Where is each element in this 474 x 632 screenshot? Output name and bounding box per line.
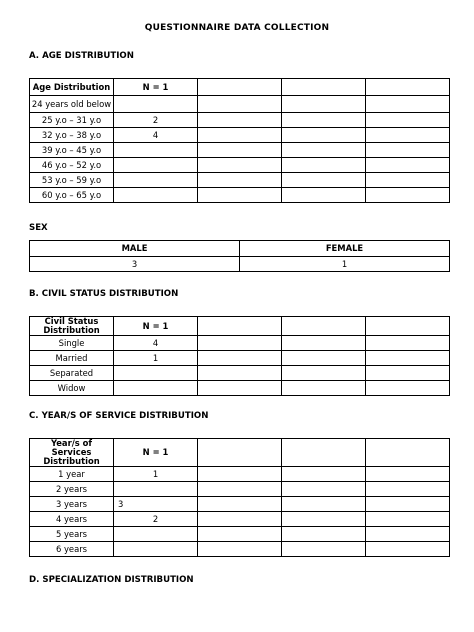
row-count: 2 <box>114 512 198 527</box>
section-heading-sex: SEX <box>29 223 48 233</box>
table-row <box>30 467 450 482</box>
row-count: 1 <box>114 351 198 366</box>
female-count: 1 <box>240 257 450 272</box>
row-count <box>114 143 198 158</box>
empty-cell <box>366 158 450 173</box>
table-header-row <box>30 79 450 96</box>
empty-cell <box>282 527 366 542</box>
empty-cell <box>366 467 450 482</box>
empty-cell <box>198 497 282 512</box>
table-header-row <box>30 439 450 467</box>
table-row <box>30 188 450 203</box>
row-label: Married <box>30 351 114 366</box>
empty-cell <box>282 512 366 527</box>
empty-cell <box>366 143 450 158</box>
row-label: 4 years <box>30 512 114 527</box>
empty-cell <box>198 439 282 467</box>
empty-cell <box>282 381 366 396</box>
empty-cell <box>198 351 282 366</box>
civil-status-table <box>29 316 450 396</box>
row-count <box>114 188 198 203</box>
row-label: 46 y.o – 52 y.o <box>30 158 114 173</box>
row-label: 24 years old below <box>30 96 114 113</box>
n-column-header: N = 1 <box>114 317 198 336</box>
empty-cell <box>366 542 450 557</box>
empty-cell <box>282 79 366 96</box>
empty-cell <box>282 96 366 113</box>
empty-cell <box>282 317 366 336</box>
row-label: 2 years <box>30 482 114 497</box>
male-count: 3 <box>30 257 240 272</box>
empty-cell <box>282 366 366 381</box>
civil-status-column-header: Civil Status Distribution <box>30 317 114 336</box>
n-column-header: N = 1 <box>114 439 198 467</box>
table-row <box>30 482 450 497</box>
empty-cell <box>198 366 282 381</box>
empty-cell <box>198 542 282 557</box>
row-count: 2 <box>114 113 198 128</box>
empty-cell <box>366 96 450 113</box>
empty-cell <box>198 381 282 396</box>
row-count: 4 <box>114 128 198 143</box>
empty-cell <box>282 497 366 512</box>
row-count <box>114 96 198 113</box>
empty-cell <box>366 128 450 143</box>
empty-cell <box>366 113 450 128</box>
empty-cell <box>198 188 282 203</box>
table-header-row <box>30 317 450 336</box>
table-row <box>30 366 450 381</box>
empty-cell <box>198 482 282 497</box>
row-label: Single <box>30 336 114 351</box>
table-row <box>30 113 450 128</box>
empty-cell <box>366 79 450 96</box>
empty-cell <box>198 113 282 128</box>
empty-cell <box>282 351 366 366</box>
empty-cell <box>198 128 282 143</box>
empty-cell <box>282 128 366 143</box>
empty-cell <box>282 113 366 128</box>
empty-cell <box>282 158 366 173</box>
empty-cell <box>198 527 282 542</box>
empty-cell <box>366 439 450 467</box>
service-column-header: Year/s of Services Distribution <box>30 439 114 467</box>
row-label: 53 y.o – 59 y.o <box>30 173 114 188</box>
table-row <box>30 257 450 272</box>
age-distribution-table <box>29 78 450 203</box>
empty-cell <box>366 497 450 512</box>
empty-cell <box>198 317 282 336</box>
empty-cell <box>282 542 366 557</box>
row-label: 60 y.o – 65 y.o <box>30 188 114 203</box>
empty-cell <box>366 173 450 188</box>
empty-cell <box>366 351 450 366</box>
row-count <box>114 173 198 188</box>
row-label: 5 years <box>30 527 114 542</box>
row-count: 4 <box>114 336 198 351</box>
service-distribution-table <box>29 438 450 557</box>
section-heading-service: C. YEAR/S OF SERVICE DISTRIBUTION <box>29 411 209 421</box>
table-row <box>30 512 450 527</box>
empty-cell <box>198 467 282 482</box>
empty-cell <box>282 467 366 482</box>
empty-cell <box>198 336 282 351</box>
row-count: 1 <box>114 467 198 482</box>
empty-cell <box>198 512 282 527</box>
row-label: Separated <box>30 366 114 381</box>
age-column-header: Age Distribution <box>30 79 114 96</box>
row-count <box>114 158 198 173</box>
table-row <box>30 128 450 143</box>
row-label: 3 years <box>30 497 114 512</box>
row-count <box>114 381 198 396</box>
empty-cell <box>198 173 282 188</box>
empty-cell <box>282 143 366 158</box>
row-label: 6 years <box>30 542 114 557</box>
section-heading-specialization: D. SPECIALIZATION DISTRIBUTION <box>29 575 194 585</box>
empty-cell <box>282 173 366 188</box>
table-row <box>30 542 450 557</box>
empty-cell <box>366 512 450 527</box>
empty-cell <box>198 143 282 158</box>
empty-cell <box>366 188 450 203</box>
table-row <box>30 96 450 113</box>
table-row <box>30 336 450 351</box>
empty-cell <box>282 439 366 467</box>
empty-cell <box>282 482 366 497</box>
row-label: 25 y.o – 31 y.o <box>30 113 114 128</box>
table-row <box>30 381 450 396</box>
male-header: MALE <box>30 241 240 257</box>
empty-cell <box>366 366 450 381</box>
row-label: 39 y.o – 45 y.o <box>30 143 114 158</box>
empty-cell <box>282 336 366 351</box>
sex-table <box>29 240 450 272</box>
empty-cell <box>282 188 366 203</box>
row-count: 3 <box>114 497 198 512</box>
table-row <box>30 158 450 173</box>
empty-cell <box>366 317 450 336</box>
section-heading-civil-status: B. CIVIL STATUS DISTRIBUTION <box>29 289 179 299</box>
table-row <box>30 351 450 366</box>
document-title: QUESTIONNAIRE DATA COLLECTION <box>144 23 330 33</box>
empty-cell <box>198 79 282 96</box>
row-count <box>114 542 198 557</box>
table-header-row <box>30 241 450 257</box>
empty-cell <box>366 527 450 542</box>
female-header: FEMALE <box>240 241 450 257</box>
table-row <box>30 143 450 158</box>
row-count <box>114 482 198 497</box>
row-count <box>114 527 198 542</box>
n-column-header: N = 1 <box>114 79 198 96</box>
row-label: 32 y.o – 38 y.o <box>30 128 114 143</box>
row-label: Widow <box>30 381 114 396</box>
empty-cell <box>366 336 450 351</box>
table-row <box>30 527 450 542</box>
empty-cell <box>198 158 282 173</box>
empty-cell <box>198 96 282 113</box>
table-row <box>30 173 450 188</box>
table-row <box>30 497 450 512</box>
row-label: 1 year <box>30 467 114 482</box>
empty-cell <box>366 381 450 396</box>
row-count <box>114 366 198 381</box>
section-heading-age: A. AGE DISTRIBUTION <box>29 51 134 61</box>
empty-cell <box>366 482 450 497</box>
